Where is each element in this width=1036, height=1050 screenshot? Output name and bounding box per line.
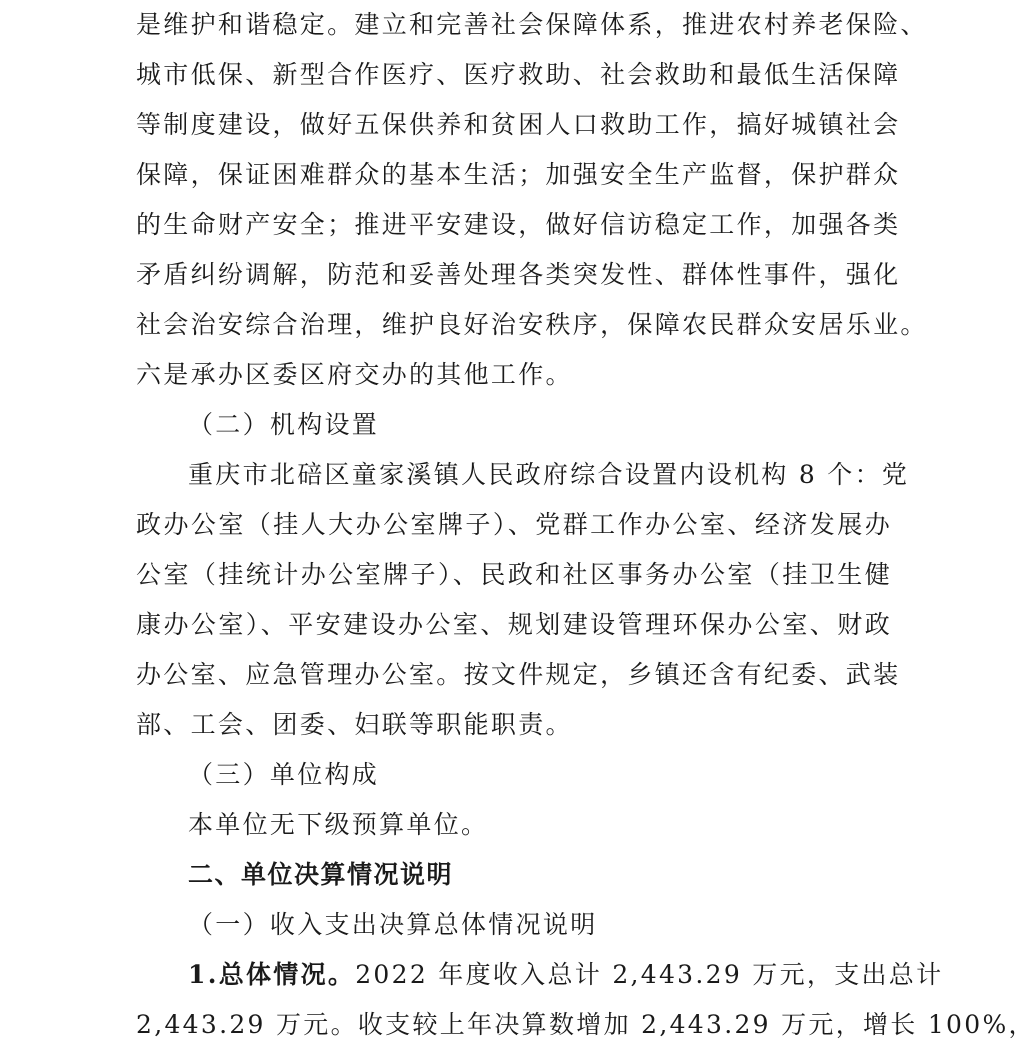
overview-line [188, 950, 944, 1000]
paragraph-line: 城市低保、新型合作医疗、医疗救助、社会救助和最低生活保障 [136, 60, 901, 89]
section-heading-org: （二）机构设置 [188, 410, 380, 439]
paragraph-line: 社会治安综合治理，维护良好治安秩序，保障农民群众安居乐业。 [136, 310, 928, 339]
paragraph-line: 康办公室）、平安建设办公室、规划建设管理环保办公室、财政 [136, 610, 892, 639]
paragraph-line: 政办公室（挂人大办公室牌子）、党群工作办公室、经济发展办 [136, 510, 892, 539]
overview-text: 2022 年度收入总计 2,443.29 万元，支出总计 [355, 960, 944, 989]
paragraph-line: 重庆市北碚区童家溪镇人民政府综合设置内设机构 8 个：党 [188, 460, 910, 489]
section-heading-main: 二、单位决算情况说明 [188, 860, 454, 889]
paragraph-line: 办公室、应急管理办公室。按文件规定，乡镇还含有纪委、武装 [136, 660, 901, 689]
paragraph-line: 是维护和谐稳定。建立和完善社会保障体系，推进农村养老保险、 [136, 10, 928, 39]
paragraph-line: 的生命财产安全；推进平安建设，做好信访稳定工作，加强各类 [136, 210, 901, 239]
section-heading-overview: （一）收入支出决算总体情况说明 [188, 910, 598, 939]
paragraph-line: 六是承办区委区府交办的其他工作。 [136, 360, 573, 389]
paragraph-line: 等制度建设，做好五保供养和贫困人口救助工作，搞好城镇社会 [136, 110, 901, 139]
paragraph-line: 公室（挂统计办公室牌子）、民政和社区事务办公室（挂卫生健 [136, 560, 892, 589]
overview-line: 2,443.29 万元。收支较上年决算数增加 2,443.29 万元，增长 100%， [136, 1010, 1036, 1039]
section-heading-units: （三）单位构成 [188, 760, 380, 789]
overview-label: 1.总体情况。 [188, 960, 356, 989]
paragraph-line: 部、工会、团委、妇联等职能职责。 [136, 710, 573, 739]
paragraph-line: 保障，保证困难群众的基本生活；加强安全生产监督，保护群众 [136, 160, 901, 189]
paragraph-line: 本单位无下级预算单位。 [188, 810, 489, 839]
paragraph-line: 矛盾纠纷调解，防范和妥善处理各类突发性、群体性事件，强化 [136, 260, 901, 289]
